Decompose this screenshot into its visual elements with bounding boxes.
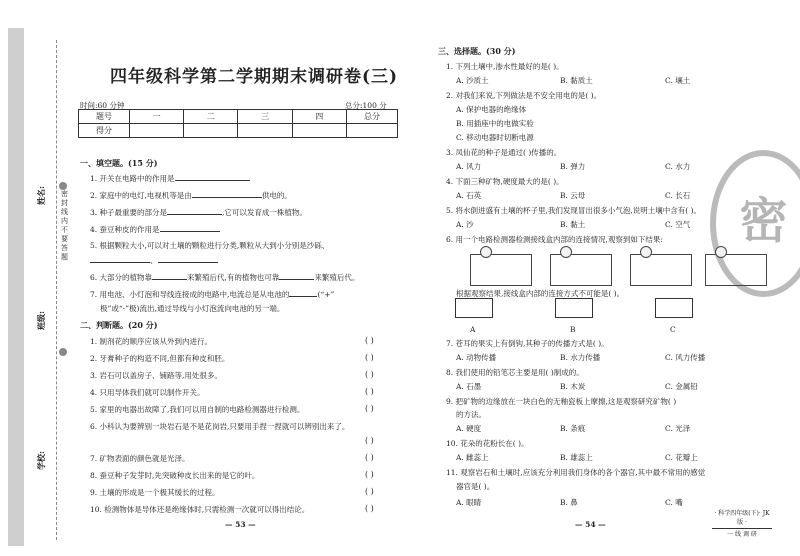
table-cell: 三 <box>238 110 292 124</box>
option[interactable]: B. 黏质土 <box>560 76 593 85</box>
fill-q5: 5. 根据颗粒大小,可以对土壤的颗粒进行分类,颗粒从大到小分别是沙砾、 <box>90 241 330 250</box>
footer-brand <box>712 508 772 538</box>
school-label: 学校: <box>36 451 46 470</box>
circuit-diagram <box>550 254 612 286</box>
judge-q4: 4. 只用导体我们就可以制作开关。 <box>90 388 205 397</box>
choice-q8: 8. 我们使用的铅笔芯主要是用( )制成的。 <box>446 368 584 377</box>
option[interactable]: A. 硬度 <box>456 424 482 433</box>
option[interactable]: C. 长石 <box>665 191 691 200</box>
footer-line2: 一 线 调 研 <box>712 528 772 538</box>
fill-q7-cont: 极”或“-”极)流出,通过导线与小灯泡流向电池的另一端。 <box>100 304 285 313</box>
footer-line1: · 科学四年级(下)· JK 版 · <box>714 510 770 526</box>
choice-q1: 1. 下列土壤中,渗水性最好的是( )。 <box>446 62 564 71</box>
seal-watermark: 密 <box>710 150 800 297</box>
circuit-diagram <box>470 254 532 286</box>
option[interactable]: C. 金属铅 <box>665 382 698 391</box>
fill-q3: 3. 种子最重要的部分是 ,它可以发育成一株植物。 <box>90 208 307 217</box>
judge-q8: 8. 蚕豆种子发芽时,先突破种皮长出来的是它的叶。 <box>90 471 260 480</box>
option[interactable]: B. 鼻 <box>560 498 578 507</box>
answer-paren[interactable]: ( ) <box>365 504 374 513</box>
bulb-icon <box>480 246 492 258</box>
option[interactable]: C. 空气 <box>665 220 691 229</box>
option[interactable]: B <box>570 325 576 334</box>
answer-paren[interactable]: ( ) <box>365 370 374 379</box>
option[interactable]: B. 雄蕊上 <box>560 453 593 462</box>
table-cell: 四 <box>292 110 346 124</box>
answer-paren[interactable]: ( ) <box>365 453 374 462</box>
binding-hole <box>59 348 67 356</box>
page-number-left: — 53 — <box>225 520 256 529</box>
option[interactable]: B. 弹力 <box>560 162 586 171</box>
seal-line-text: 密封线内不要答题 <box>61 190 68 261</box>
option[interactable]: B. 用插座中的电做实验 <box>456 119 534 128</box>
section-judge-title: 二、判断题。(20 分) <box>80 320 158 330</box>
choice-q10: 10. 花朵的花粉长在( )。 <box>446 439 529 448</box>
time-limit: 时间:60 分钟 <box>80 101 125 110</box>
choice-q9: 9. 把矿物的边缘放在一块白色的无釉瓷板上摩擦,这是观察研究矿物( ) <box>446 397 677 406</box>
judge-q9: 9. 土壤的形成是一个极其缓长的过程。 <box>90 488 220 497</box>
table-cell: 总分 <box>346 110 397 124</box>
option[interactable]: C. 花瓣上 <box>665 453 698 462</box>
option[interactable]: A. 保护电器的绝缘体 <box>456 105 527 114</box>
option[interactable]: C. 水力 <box>665 162 691 171</box>
total-score: 总分:100 分 <box>345 101 387 110</box>
section-choice-title: 三、选择题。(30 分) <box>438 46 516 56</box>
choice-q2: 2. 对我们来说,下列做法是不安全用电的是( )。 <box>446 91 602 100</box>
judge-q5: 5. 家里的电器出故障了,我们可以用自制的电路检测器进行检测。 <box>90 405 305 414</box>
option[interactable]: B. 木炭 <box>560 382 586 391</box>
answer-paren[interactable]: ( ) <box>365 470 374 479</box>
binding-hole <box>59 182 67 190</box>
option[interactable]: C <box>670 325 676 334</box>
fill-q2: 2. 家庭中的电灯,电视机等是由 供电的。 <box>90 191 292 200</box>
judge-q1: 1. 制剂花的顺序应该从外到内进行。 <box>90 337 213 346</box>
table-header-row <box>79 110 398 124</box>
answer-paren[interactable]: ( ) <box>365 436 374 445</box>
table-cell: 一 <box>130 110 184 124</box>
table-cell: 二 <box>184 110 238 124</box>
option[interactable]: B. 黏土 <box>560 220 586 229</box>
judge-q10: 10. 检测物体是导体还是绝缘体时,只需检测一次就可以得出结论。 <box>90 505 310 514</box>
option[interactable]: C. 风力传播 <box>665 353 706 362</box>
fill-q1: 1. 开关在电路中的作用是 <box>90 172 250 184</box>
choice-q11: 11. 观察岩石和土壤时,应该充分利用我们身体的各个器官,其中最不常用的感觉 <box>446 468 706 477</box>
option[interactable]: B. 云母 <box>560 191 586 200</box>
fill-q4: 4. 蚕豆种皮的作用是 <box>90 223 220 235</box>
bulb-icon <box>715 246 727 258</box>
choice-q4: 4. 下面三种矿物,硬度最大的是( )。 <box>446 177 564 186</box>
option[interactable]: A. 雌蕊上 <box>456 453 489 462</box>
judge-q6: 6. 小科认为要辨别一块岩石是不是花岗岩,只要用手捏一捏就可以辨别出来了。 <box>90 422 350 431</box>
judge-q7: 7. 矿物表面的颜色就是光泽。 <box>90 454 190 463</box>
answer-paren[interactable]: ( ) <box>365 387 374 396</box>
section-fill-title: 一、填空题。(15 分) <box>80 158 158 168</box>
choice-q7: 7. 苍耳的果实上有倒钩,其种子的传播方式是( )。 <box>446 339 609 348</box>
page-number-right: — 54 — <box>575 520 606 529</box>
option[interactable]: A. 石英 <box>456 191 482 200</box>
answer-paren[interactable]: ( ) <box>365 336 374 345</box>
choice-q6-ask: 根据观察结果,接线盒内部的连接方式不可能是( )。 <box>456 289 625 298</box>
score-table <box>78 109 398 138</box>
answer-paren[interactable]: ( ) <box>365 487 374 496</box>
junction-box-a <box>455 298 493 318</box>
bulb-icon <box>640 246 652 258</box>
circuit-diagram <box>705 254 767 286</box>
answer-paren[interactable]: ( ) <box>365 404 374 413</box>
option[interactable]: A. 沙 <box>456 220 474 229</box>
bulb-icon <box>560 246 572 258</box>
table-score-row <box>79 124 398 138</box>
option[interactable]: A. 沙质土 <box>456 76 489 85</box>
option[interactable]: A. 眼睛 <box>456 498 482 507</box>
option[interactable]: B. 水力传播 <box>560 353 601 362</box>
option[interactable]: A. 石墨 <box>456 382 482 391</box>
choice-q11-cont: 器官是( )。 <box>456 482 495 491</box>
option[interactable]: A <box>470 325 476 334</box>
circuit-diagram <box>630 254 692 286</box>
seal-line <box>56 40 57 540</box>
option[interactable]: C. 移动电器时切断电源 <box>456 133 534 142</box>
class-label: 班级: <box>36 311 46 330</box>
name-label: 姓名: <box>36 186 46 205</box>
fill-q5-cont: 、 <box>90 254 218 266</box>
judge-q2: 2. 牙膏种子的构造不同,但都有种皮和胚。 <box>90 354 230 363</box>
table-cell: 得分 <box>79 124 130 138</box>
binding-strip <box>8 28 24 546</box>
option[interactable]: C. 光泽 <box>665 424 691 433</box>
junction-box-c <box>655 298 693 318</box>
table-cell: 题号 <box>79 110 130 124</box>
choice-q5: 5. 将水倒进盛有土壤的杯子里,我们发现冒出很多小气泡,说明土壤中含有( )。 <box>446 206 702 215</box>
judge-q3: 3. 岩石可以盖房子、铺路等,用处很多。 <box>90 371 222 380</box>
option[interactable]: B. 条痕 <box>560 424 586 433</box>
junction-box-b <box>555 298 593 318</box>
option[interactable]: C. 壤土 <box>665 76 691 85</box>
page-title: 四年级科学第二学期期末调研卷(三) <box>110 67 399 87</box>
answer-paren[interactable]: ( ) <box>365 353 374 362</box>
choice-q6: 6. 用一个电路检测器检测接线盒内部的连接情况,观察到如下结果: <box>446 235 663 244</box>
option[interactable]: C. 嘴 <box>665 498 683 507</box>
choice-q9-cont: 的方法。 <box>456 410 486 419</box>
fill-q6: 6. 大部分的植物靠 来繁殖后代,有的植物也可靠 来繁殖后代。 <box>90 273 360 282</box>
option[interactable]: A. 动物传播 <box>456 353 497 362</box>
option[interactable]: A. 风力 <box>456 162 482 171</box>
fill-q7: 7. 用电池、小灯泡和导线连接成的电路中,电流总是从电池的 (“+” <box>90 290 335 299</box>
choice-q3: 3. 凤仙花的种子是通过( )传播的。 <box>446 148 562 157</box>
